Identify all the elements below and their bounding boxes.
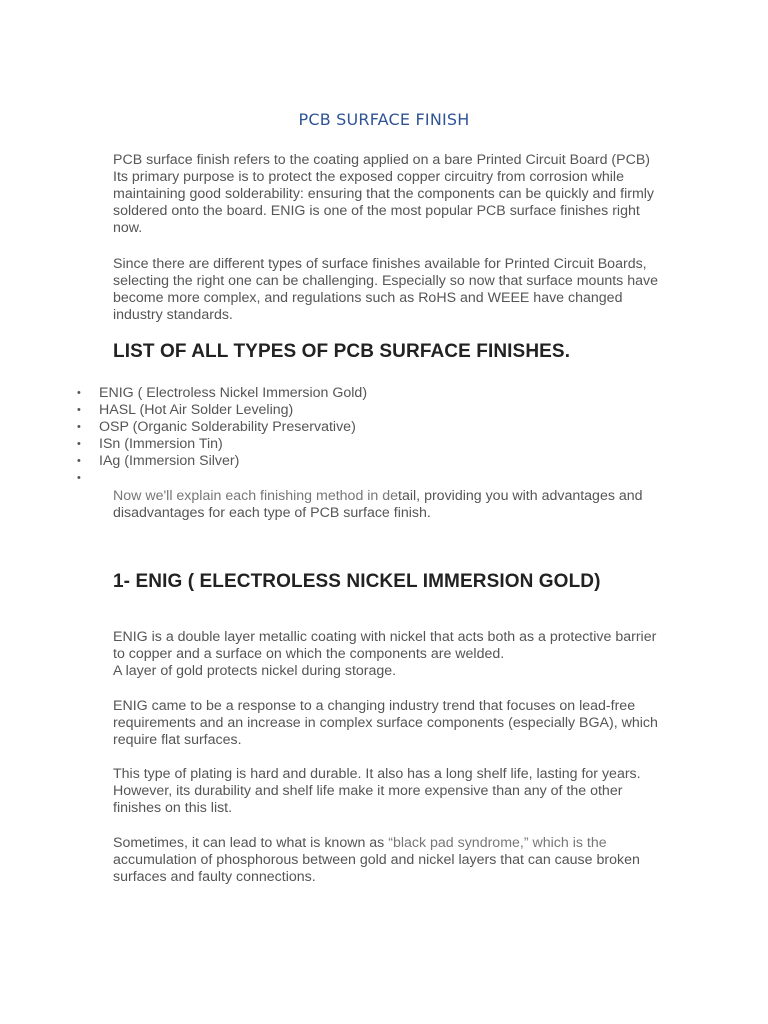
page-title: PCB SURFACE FINISH <box>298 110 470 129</box>
bullet-icon: • <box>77 438 81 450</box>
finish-types-list <box>77 385 367 487</box>
section-1-paragraph-1 <box>113 629 658 680</box>
section-1-heading: 1- ENIG ( ELECTROLESS NICKEL IMMERSION GOLD) <box>113 571 601 592</box>
list-item <box>77 436 367 453</box>
list-item-text: HASL (Hot Air Solder Leveling) <box>99 402 294 418</box>
list-item-text: IAg (Immersion Silver) <box>99 453 240 469</box>
bullet-icon: • <box>77 404 81 416</box>
section-1-paragraph-2: ENIG came to be a response to a changing industry trend that focuses on lead-free requirements and an increase in complex surface components (especially BGA), which require flat surfaces. <box>113 698 658 748</box>
list-heading: LIST OF ALL TYPES OF PCB SURFACE FINISHES. <box>113 341 571 362</box>
section-1-paragraph-3: This type of plating is hard and durable. It also has a long shelf life, lasting for years. However, its durability and shelf life make it more expensive than any of the other finishes on this list. <box>113 766 641 816</box>
list-item <box>77 453 367 470</box>
section-1-paragraph-4-text-a: Sometimes, it can lead to what is known as <box>113 835 389 851</box>
list-item-text: OSP (Organic Solderability Preservative) <box>99 419 356 435</box>
intro-paragraph-2: Since there are different types of surface finishes available for Printed Circuit Boards, selecting the right one can be challenging. Especially so now that surface mounts have become more complex, and regulations such as RoHS and WEEE have changed industry standards. <box>113 256 658 323</box>
section-1-paragraph-4 <box>113 835 658 886</box>
list-item <box>77 385 367 402</box>
bullet-icon: • <box>77 472 81 484</box>
list-item <box>77 402 367 419</box>
intro-paragraph-1: PCB surface finish refers to the coating applied on a bare Printed Circuit Board (PCB) Its primary purpose is to protect the exposed copper circuitry from corrosion while maintaining good solderability: ensuring that the components can be quickly and firmly soldered onto the board. ENIG is one of the most popular PCB surface finishes right now. <box>113 152 655 236</box>
section-1-paragraph-1b-text: A layer of gold protects nickel during storage. <box>113 663 397 679</box>
list-item-text: ISn (Immersion Tin) <box>99 436 223 452</box>
section-1-paragraph-4-text-c: accumulation of phosphorous between gold and nickel layers that can cause broken surfaces and faulty connections. <box>113 852 640 885</box>
explain-text-part-1: Now we'll explain each finishing method in de <box>113 488 399 504</box>
list-item-text: ENIG ( Electroless Nickel Immersion Gold) <box>99 385 368 401</box>
bullet-icon: • <box>77 387 81 399</box>
bullet-icon: • <box>77 455 81 467</box>
bullet-icon: • <box>77 421 81 433</box>
explain-text-part-2: tail, providing you with advantages and disadvantages for each type of PCB surface finish. <box>113 488 643 521</box>
explain-paragraph <box>113 488 658 522</box>
list-item <box>77 419 367 436</box>
section-1-paragraph-1-text: ENIG is a double layer metallic coating with nickel that acts both as a protective barrier to copper and a surface on which the components are welded. <box>113 629 657 662</box>
list-item <box>77 470 367 487</box>
section-1-paragraph-4-text-b: “black pad syndrome,” which is the <box>388 835 607 851</box>
